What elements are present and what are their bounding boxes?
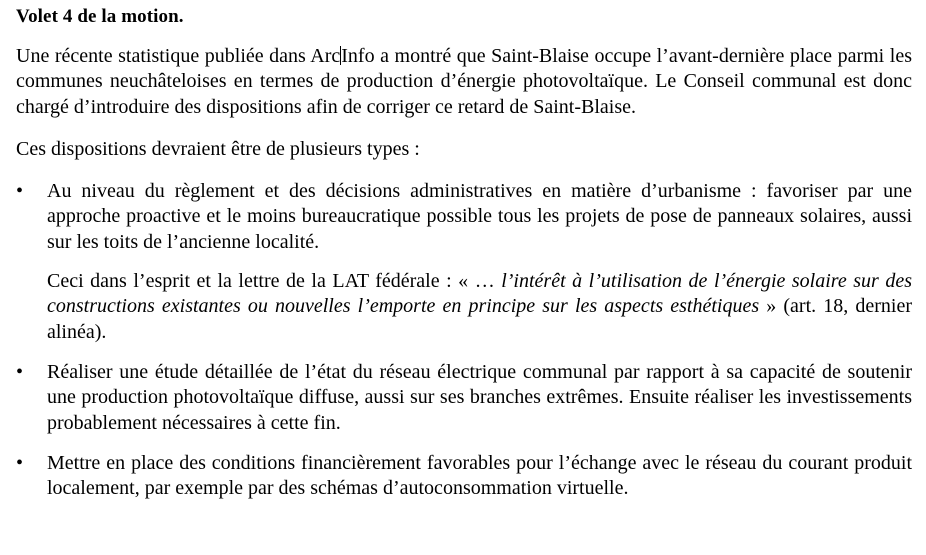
list-item-text: Réaliser une étude détaillée de l’état du réseau électrique communal par rapport à sa capacité de soutenir une production photovoltaïque diffuse, aussi sur ses branches extrêmes. Ensuite réaliser les investissements probablement nécessaires à cette fin.	[47, 360, 912, 434]
spacer	[16, 162, 912, 179]
list-item-text: Mettre en place des conditions financièrement favorables pour l’échange avec le réseau du courant produit localement, par exemple par des schémas d’autoconsommation virtuelle.	[47, 451, 912, 500]
list-item[interactable]	[16, 360, 912, 436]
measures-list	[16, 179, 912, 501]
document-body	[16, 0, 912, 501]
page-title: Volet 4 de la motion.	[16, 6, 184, 27]
spacer	[16, 120, 912, 137]
quotation-lead: Ceci dans l’esprit et la lettre de la LAT fédérale : « …	[47, 270, 502, 293]
intro-paragraph[interactable]	[16, 44, 912, 120]
quotation-paragraph	[47, 269, 912, 345]
bullet-icon: •	[16, 451, 24, 474]
list-item-text: Au niveau du règlement et des décisions administratives en matière d’urbanisme : favoriser par une approche proactive et le moins bureaucratique possible tous les projets de pose de panneaux solaires, aussi sur les toits de l’ancienne localité.	[47, 180, 912, 253]
spacer	[16, 29, 912, 44]
intro-paragraph-before-caret: Une récente statistique publiée dans Arc	[16, 45, 341, 67]
lead-in-paragraph[interactable]: Ces dispositions devraient être de plusieurs types :	[16, 137, 420, 160]
list-item[interactable]	[16, 451, 912, 502]
list-item[interactable]	[16, 179, 912, 345]
bullet-icon: •	[16, 360, 24, 383]
quotation-citation: » (art. 18, dernier alinéa).	[47, 295, 912, 343]
intro-paragraph-after-caret: Info a montré que Saint-Blaise occupe l’avant-dernière place parmi les communes neuchâteloises en termes de production d’énergie photovoltaïque. Le Conseil communal est donc chargé d’introduire des dispositions afin de corriger ce retard de Saint-Blaise.	[16, 45, 912, 118]
quotation-italic-text: l’intérêt à l’utilisation de l’énergie solaire sur des constructions existantes ou nouvelles l’emporte en principe sur les aspects esthétiques	[47, 270, 912, 318]
bullet-icon: •	[16, 180, 24, 203]
